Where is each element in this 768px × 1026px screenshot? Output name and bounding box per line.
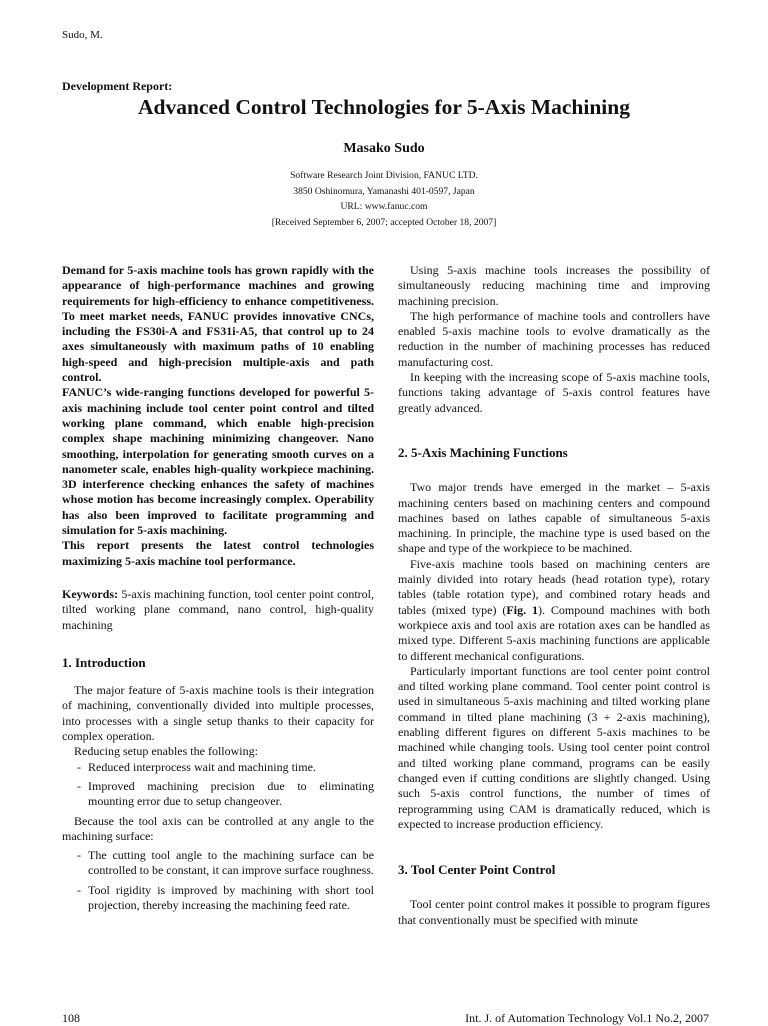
section-heading-tool-center-point: 3. Tool Center Point Control <box>398 862 556 878</box>
list-item: - Improved machining precision due to eliminating mounting error due to setup changeover. <box>77 779 374 810</box>
bullet-list <box>62 760 374 810</box>
section-heading-5-axis-functions: 2. 5-Axis Machining Functions <box>398 444 568 460</box>
body-paragraph <box>398 557 710 664</box>
keywords-label: Keywords: <box>62 586 118 601</box>
author-name: Masako Sudo <box>343 141 425 156</box>
left-column <box>62 263 374 917</box>
body-paragraph: The high performance of machine tools and controllers have enabled 5-axis machine tools to evolve dramatically as the reduction in the number of machining processes has reduced manufacturing cost. <box>398 308 710 369</box>
body-paragraph: The major feature of 5-axis machine tools is their integration of machining, conventionally divided into multiple processes, into processes with a single setup thanks to their capacity for complex operation. <box>62 683 374 744</box>
keywords-text: 5-axis machining function, tool center point control, tilted working plane command, nano control, high-quality machining <box>62 586 374 632</box>
running-head: Sudo, M. <box>62 29 103 41</box>
body-paragraph: Particularly important functions are tool center point control and tilted working plane command. Tool center point control is used in simultaneous 5-axis machining and tilted working plane command in tilted plane machining (3 + 2-axis machining), enabling different figures on different 5-axis machines to be machined while changing tools. Using tool center point control and tilted working plane command, programs can be easily changed even if cutting conditions are slightly changed. Using such 5-axis control functions, the number of times of reprogramming using CAM is dramatically reduced, which is expected to increase production efficiency. <box>398 663 710 831</box>
list-item: - The cutting tool angle to the machining surface can be controlled to be constant, it can improve surface roughness. <box>77 848 374 879</box>
list-item: - Tool rigidity is improved by machining with short tool projection, thereby increasing the machining feed rate. <box>77 883 374 914</box>
section-heading-introduction: 1. Introduction <box>62 654 146 670</box>
text-run: Five-axis machine tools based on machining centers are mainly divided into rotary heads (head rotation type), rotary tables (table rotation type), and combined rotary heads and tables (mixed type) ( <box>398 556 710 617</box>
paper-title: Advanced Control Technologies for 5-Axis Machining <box>138 95 630 119</box>
journal-citation: Int. J. of Automation Technology Vol.1 No.2, 2007 <box>465 1011 709 1025</box>
body-paragraph: Using 5-axis machine tools increases the possibility of simultaneously reducing machining time and improving machining precision. <box>398 263 710 308</box>
affiliation-division: Software Research Joint Division, FANUC LTD. <box>290 170 478 181</box>
text-run: ). Compound machines with both workpiece axis and tool axis are rotation axes can be handled as mixed type. Different 5-axis machining functions are applicable to different mechanical configurations. <box>398 602 710 663</box>
body-paragraph: Reducing setup enables the following: <box>74 744 258 759</box>
body-paragraph: In keeping with the increasing scope of 5-axis machine tools, functions taking advantage of 5-axis control features have greatly advanced. <box>398 370 710 415</box>
page-number: 108 <box>62 1011 80 1025</box>
received-dates: [Received September 6, 2007; accepted October 18, 2007] <box>271 216 497 228</box>
abstract-paragraph: FANUC’s wide-ranging functions developed for powerful 5-axis machining include tool center point control and tilted working plane command, which enable high-precision complex shape machining minimizing changeover. Nano smoothing, interpolation for generating smooth curves on a nanometer scale, enables high-quality workpiece machining. 3D interference checking enhances the safety of machines whose motion has become increasingly complex. Operability has also been improved to facilitate programming and simulation for 5-axis machining. <box>62 385 374 538</box>
bullet-list <box>62 848 374 913</box>
abstract-paragraph: This report presents the latest control technologies maximizing 5-axis machine tool performance. <box>62 538 374 568</box>
body-paragraph: Because the tool axis can be controlled at any angle to the machining surface: <box>62 813 374 843</box>
body-paragraph: Tool center point control makes it possible to program figures that conventionally must be specified with minute <box>398 897 710 927</box>
abstract-paragraph: Demand for 5-axis machine tools has grown rapidly with the appearance of high-performance machines and growing requirements for high-efficiency to enhance competitiveness. To meet market needs, FANUC provides innovative CNCs, including the FS30i-A and FS31i-A5, that control up to 24 axes simultaneously with maximum paths of 10 enabling high-speed and high-precision multiple-axis and path control. <box>62 263 374 385</box>
keywords <box>62 587 374 633</box>
list-item: - Reduced interprocess wait and machining time. <box>77 760 374 775</box>
figure-reference-link[interactable]: Fig. 1 <box>506 602 538 617</box>
body-paragraph: Two major trends have emerged in the market – 5-axis machining centers based on machining centers and compound machines based on lathes capable of simultaneous 5-axis machining. In principle, the machine type is used based on the shape and type of the workpiece to be machined. <box>398 480 710 556</box>
right-column <box>398 263 710 928</box>
report-type: Development Report: <box>62 79 173 93</box>
affiliation-address: 3850 Oshinomura, Yamanashi 401-0597, Japan <box>293 185 475 197</box>
affiliation-block <box>0 168 768 230</box>
affiliation-url: URL: www.fanuc.com <box>340 201 428 212</box>
abstract <box>62 263 374 569</box>
